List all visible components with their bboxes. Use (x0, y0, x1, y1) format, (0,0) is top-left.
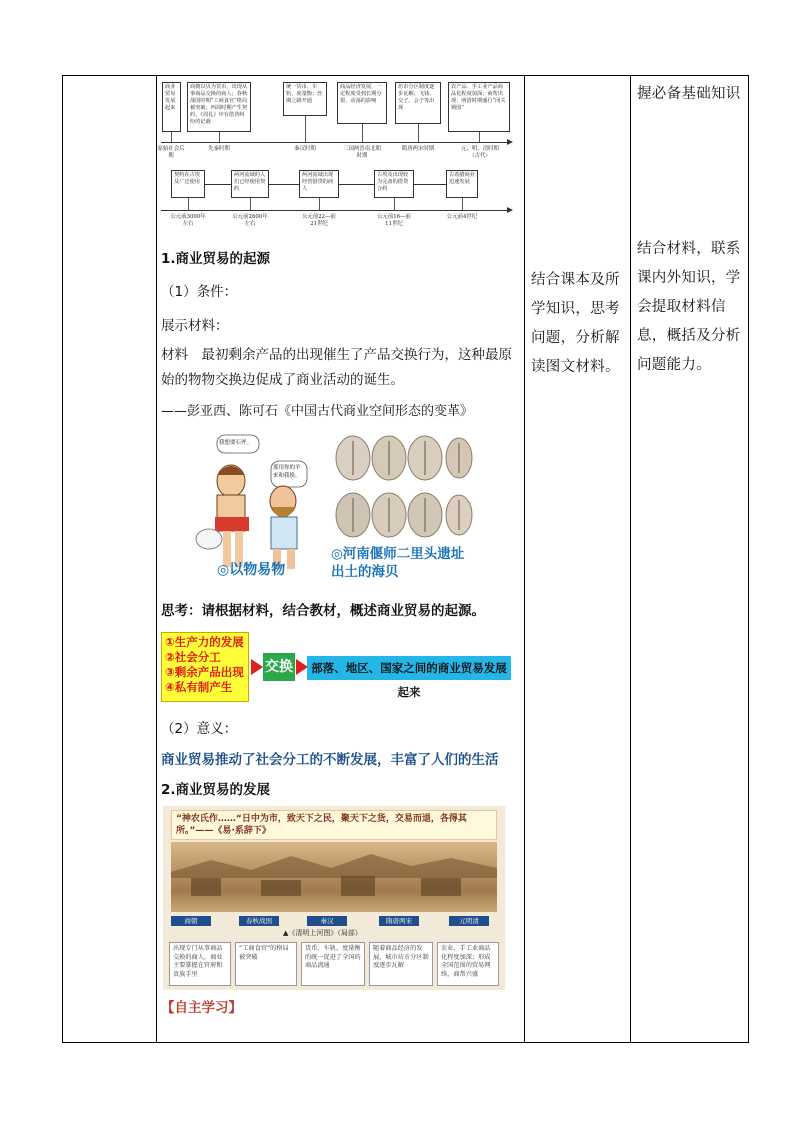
self-study-label: 【自主学习】 (161, 1000, 242, 1016)
timeline-box: 商朝以贝为货币，出现从事商品交换的商人；春秋战国时期“工商食官”格局被突破；西周时期产生契约，《周礼》中有借贷纠纷的记载 (187, 82, 251, 132)
exchange-box: 交换 (263, 653, 295, 681)
timeline-label: 公元前2600年左右 (232, 214, 268, 227)
condition-label: （1）条件： (161, 284, 238, 300)
era-tag: 隋唐两宋 (379, 916, 419, 926)
timeline-label: 原始社会后期 (157, 146, 185, 159)
material-text: 材料 最初剩余产品的出现催生了产品交换行为，这种最原始的物物交换边促成了商业活动的诞生。 (161, 347, 512, 388)
design-intent-top: 握必备基础知识 (637, 86, 741, 102)
col-student-activity (525, 76, 631, 1043)
timeline-box: 农产品、手工业产品商品化程度加深；商帮出现；明清时期盛行“闭关锁国” (448, 82, 510, 132)
timeline-axis (161, 142, 509, 143)
era-tag: 元明清 (449, 916, 489, 926)
timeline-label: 隋唐两宋时期 (401, 146, 435, 152)
factor-item: ④私有制产生 (165, 680, 233, 694)
timeline-box: 两河流域的人们已经使用契约 (231, 170, 269, 198)
student-activity-text: 结合课本及所学知识，思考问题，分析解读图文材料。 (531, 272, 620, 375)
arrow-head (507, 139, 513, 145)
result-box: 部落、地区、国家之间的商业贸易发展起来 (307, 656, 511, 680)
timeline-box: 商业贸易发展起来 (162, 82, 181, 132)
timeline-label: 公元前22—前21世纪 (302, 214, 336, 227)
col-design-intent (631, 76, 749, 1043)
shell-caption: ◎河南偃师二里头遗址出土的海贝 (331, 546, 465, 580)
timeline-label: 公元前3000年左右 (170, 214, 206, 227)
timeline-box: 契约在古埃及广泛使用 (171, 170, 205, 198)
arrow-head (507, 207, 513, 213)
show-material-label: 展示材料： (161, 318, 229, 334)
market-box: 农业、手工业商品化程度加深；形成全国范围的贸易网络，商帮兴盛 (437, 942, 499, 986)
timeline-label: 公元前16—前11世纪 (377, 214, 411, 227)
lesson-table (62, 75, 749, 1043)
speech-bubble: 我想要石斧。 (219, 440, 253, 446)
factor-item: ②社会分工 (165, 650, 221, 664)
timeline-axis (161, 210, 509, 211)
col-content (157, 76, 525, 1043)
section-heading-origin: 1.商业贸易的起源 (161, 251, 271, 267)
arrow-right-icon (251, 659, 263, 675)
market-image (163, 806, 505, 990)
timeline-box: 坊市分区制度逐步瓦解；飞钱、交子、会子等出现 (395, 82, 441, 124)
timeline-box: 古埃及出现较为完备的借贷合约 (374, 170, 414, 198)
significance-text: 商业贸易推动了社会分工的不断发展，丰富了人们的生活 (161, 752, 499, 768)
painting-scroll (171, 842, 497, 912)
material-source: ——彭亚西、陈可石《中国古代商业空间形态的变革》 (161, 404, 474, 419)
think-question: 思考：请根据材料，结合教材，概述商业贸易的起源。 (161, 603, 485, 619)
timeline-label: 元、明、清时期（古代） (461, 146, 499, 159)
factor-item: ①生产力的发展 (165, 635, 244, 649)
factors-box (161, 632, 249, 702)
painting-caption: ▲《清明上河图》（局部） (283, 929, 362, 937)
design-intent-text: 结合材料，联系课内外知识，学会提取材料信息，概括及分析问题能力。 (637, 241, 741, 373)
timeline-box: 古希腊商业迅速发展 (446, 170, 478, 198)
section-heading-development: 2.商业贸易的发展 (161, 782, 271, 798)
market-box: “工商食官”的格局被突破 (235, 942, 297, 986)
market-box: 出现专门从事商品交换的商人，商业主要掌握在官府和贵族手里 (169, 942, 231, 986)
barter-caption: ◎以物易物 (217, 562, 286, 578)
timeline-label: 秦汉时期 (294, 146, 316, 152)
market-box: 货币、车轨、度量衡的统一促进了全国的商品流通 (301, 942, 365, 986)
market-box: 随着商品经济的发展，城市坊市分区制度逐步瓦解 (369, 942, 433, 986)
col-blank (63, 76, 157, 1043)
shell-illustration (333, 433, 473, 583)
timeline-label: 先秦时期 (208, 146, 230, 152)
timeline-label: 公元前4世纪 (446, 214, 478, 220)
era-tag: 春秋战国 (239, 916, 279, 926)
factor-item: ③剩余产品出现 (165, 665, 244, 679)
significance-label: （2）意义： (161, 721, 238, 737)
timeline-box: 两河流域出现经营借贷的商人 (299, 170, 339, 198)
market-quote: “神农氏作……“日中为市，致天下之民，聚天下之货，交易而退，各得其所。”——《易·系辞下》 (171, 810, 497, 840)
timeline-label: 三国两晋南北朝时期 (343, 146, 381, 159)
speech-bubble: 那用你的羊来和我换。 (273, 465, 301, 479)
timeline-box: 商品经济发展，一定程度受到长期分裂、动荡的影响 (337, 82, 387, 124)
timeline-chart (157, 80, 519, 238)
era-tag: 商朝 (171, 916, 211, 926)
era-tag: 秦汉 (307, 916, 347, 926)
timeline-box: 统一货币、车轨、度量衡；丝绸之路开通 (283, 82, 327, 116)
barter-illustration (195, 431, 323, 579)
